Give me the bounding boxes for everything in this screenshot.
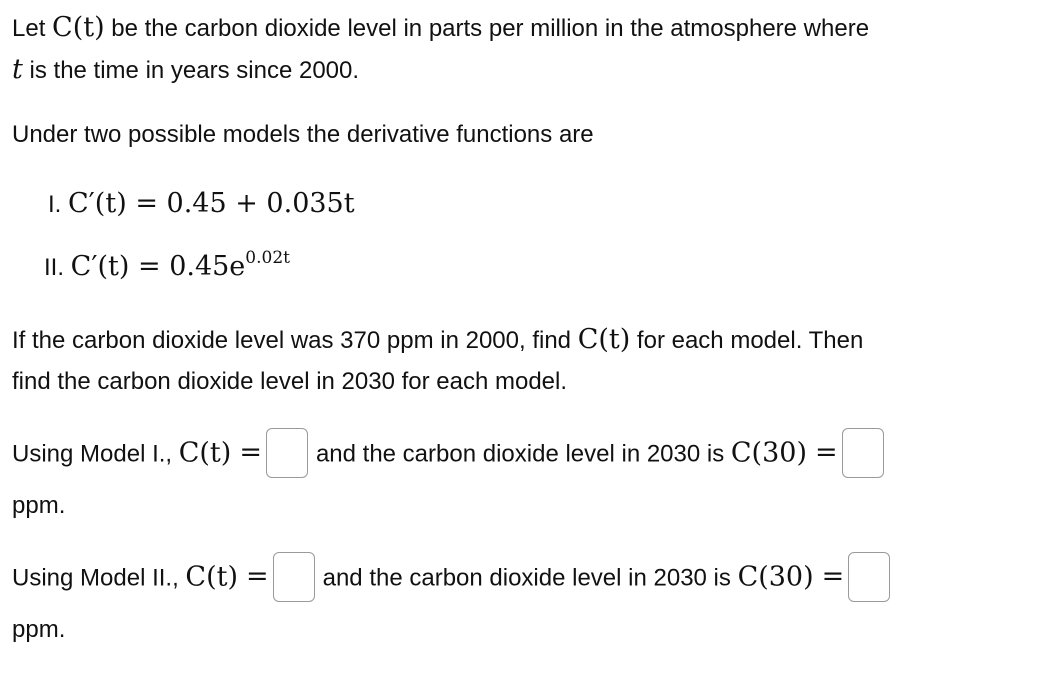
answer-1-equals: = — [239, 437, 262, 469]
question-text-after: for each model. Then — [630, 327, 864, 354]
answer-2-equals: = — [245, 561, 269, 593]
function-c-of-t: C(t) — [52, 12, 105, 43]
model-2-equals: = — [129, 251, 170, 282]
answer-1-unit: ppm. — [12, 492, 66, 519]
question-line-2: find the carbon dioxide level in 2030 for each model. — [12, 368, 568, 395]
question-function: C(t) — [577, 324, 631, 355]
intro-paragraph — [12, 7, 869, 91]
model-1 — [48, 183, 355, 225]
answer-2-label: Using Model II., — [12, 564, 186, 592]
model-2-ct-input[interactable] — [273, 552, 315, 602]
question-text-before: If the carbon dioxide level was 370 ppm in 2000, find — [12, 327, 578, 354]
intro-line-1 — [12, 7, 869, 49]
answer-2-equals-2: = — [821, 561, 845, 593]
model-2-numeral: II. — [44, 254, 71, 281]
answer-1-function: C(t) — [178, 437, 232, 469]
answer-2-c30: C(30) — [737, 561, 814, 593]
model-2 — [44, 246, 290, 291]
model-2-rhs: 0.45e — [169, 251, 246, 282]
answer-1-c30: C(30) — [730, 437, 807, 469]
answer-2-unit: ppm. — [12, 616, 66, 643]
model-2-lhs: C′(t) — [70, 251, 130, 282]
intro-line-2-text: is the time in years since 2000. — [22, 57, 360, 84]
answer-2-function: C(t) — [185, 561, 238, 593]
model-2-exponent: 0.02t — [245, 248, 290, 268]
model-1-lhs: C′(t) — [68, 188, 127, 219]
model-1-equals: = — [126, 188, 167, 219]
question-paragraph — [12, 319, 863, 402]
model-2-c30-input[interactable] — [848, 552, 890, 602]
model-1-c30-input[interactable] — [842, 428, 884, 478]
answer-2-middle-text: and the carbon dioxide level in 2030 is — [322, 564, 738, 592]
variable-t: t — [12, 54, 23, 85]
intro-text-before: Let — [12, 15, 53, 42]
intro-text-after: be the carbon dioxide level in parts per million in the atmosphere where — [104, 15, 870, 42]
model-1-numeral: I. — [48, 191, 69, 218]
answer-1-middle-text: and the carbon dioxide level in 2030 is — [315, 440, 731, 468]
question-line-1 — [12, 319, 863, 361]
answer-1-equals-2: = — [814, 437, 838, 469]
answer-1-label: Using Model I., — [12, 440, 179, 468]
intro-line-2 — [12, 49, 869, 91]
answer-row-model-1 — [12, 430, 892, 480]
model-1-ct-input[interactable] — [266, 428, 308, 478]
models-intro: Under two possible models the derivative functions are — [12, 121, 594, 148]
model-1-rhs: 0.45 + 0.035t — [166, 188, 355, 219]
answer-row-model-2 — [12, 554, 898, 604]
